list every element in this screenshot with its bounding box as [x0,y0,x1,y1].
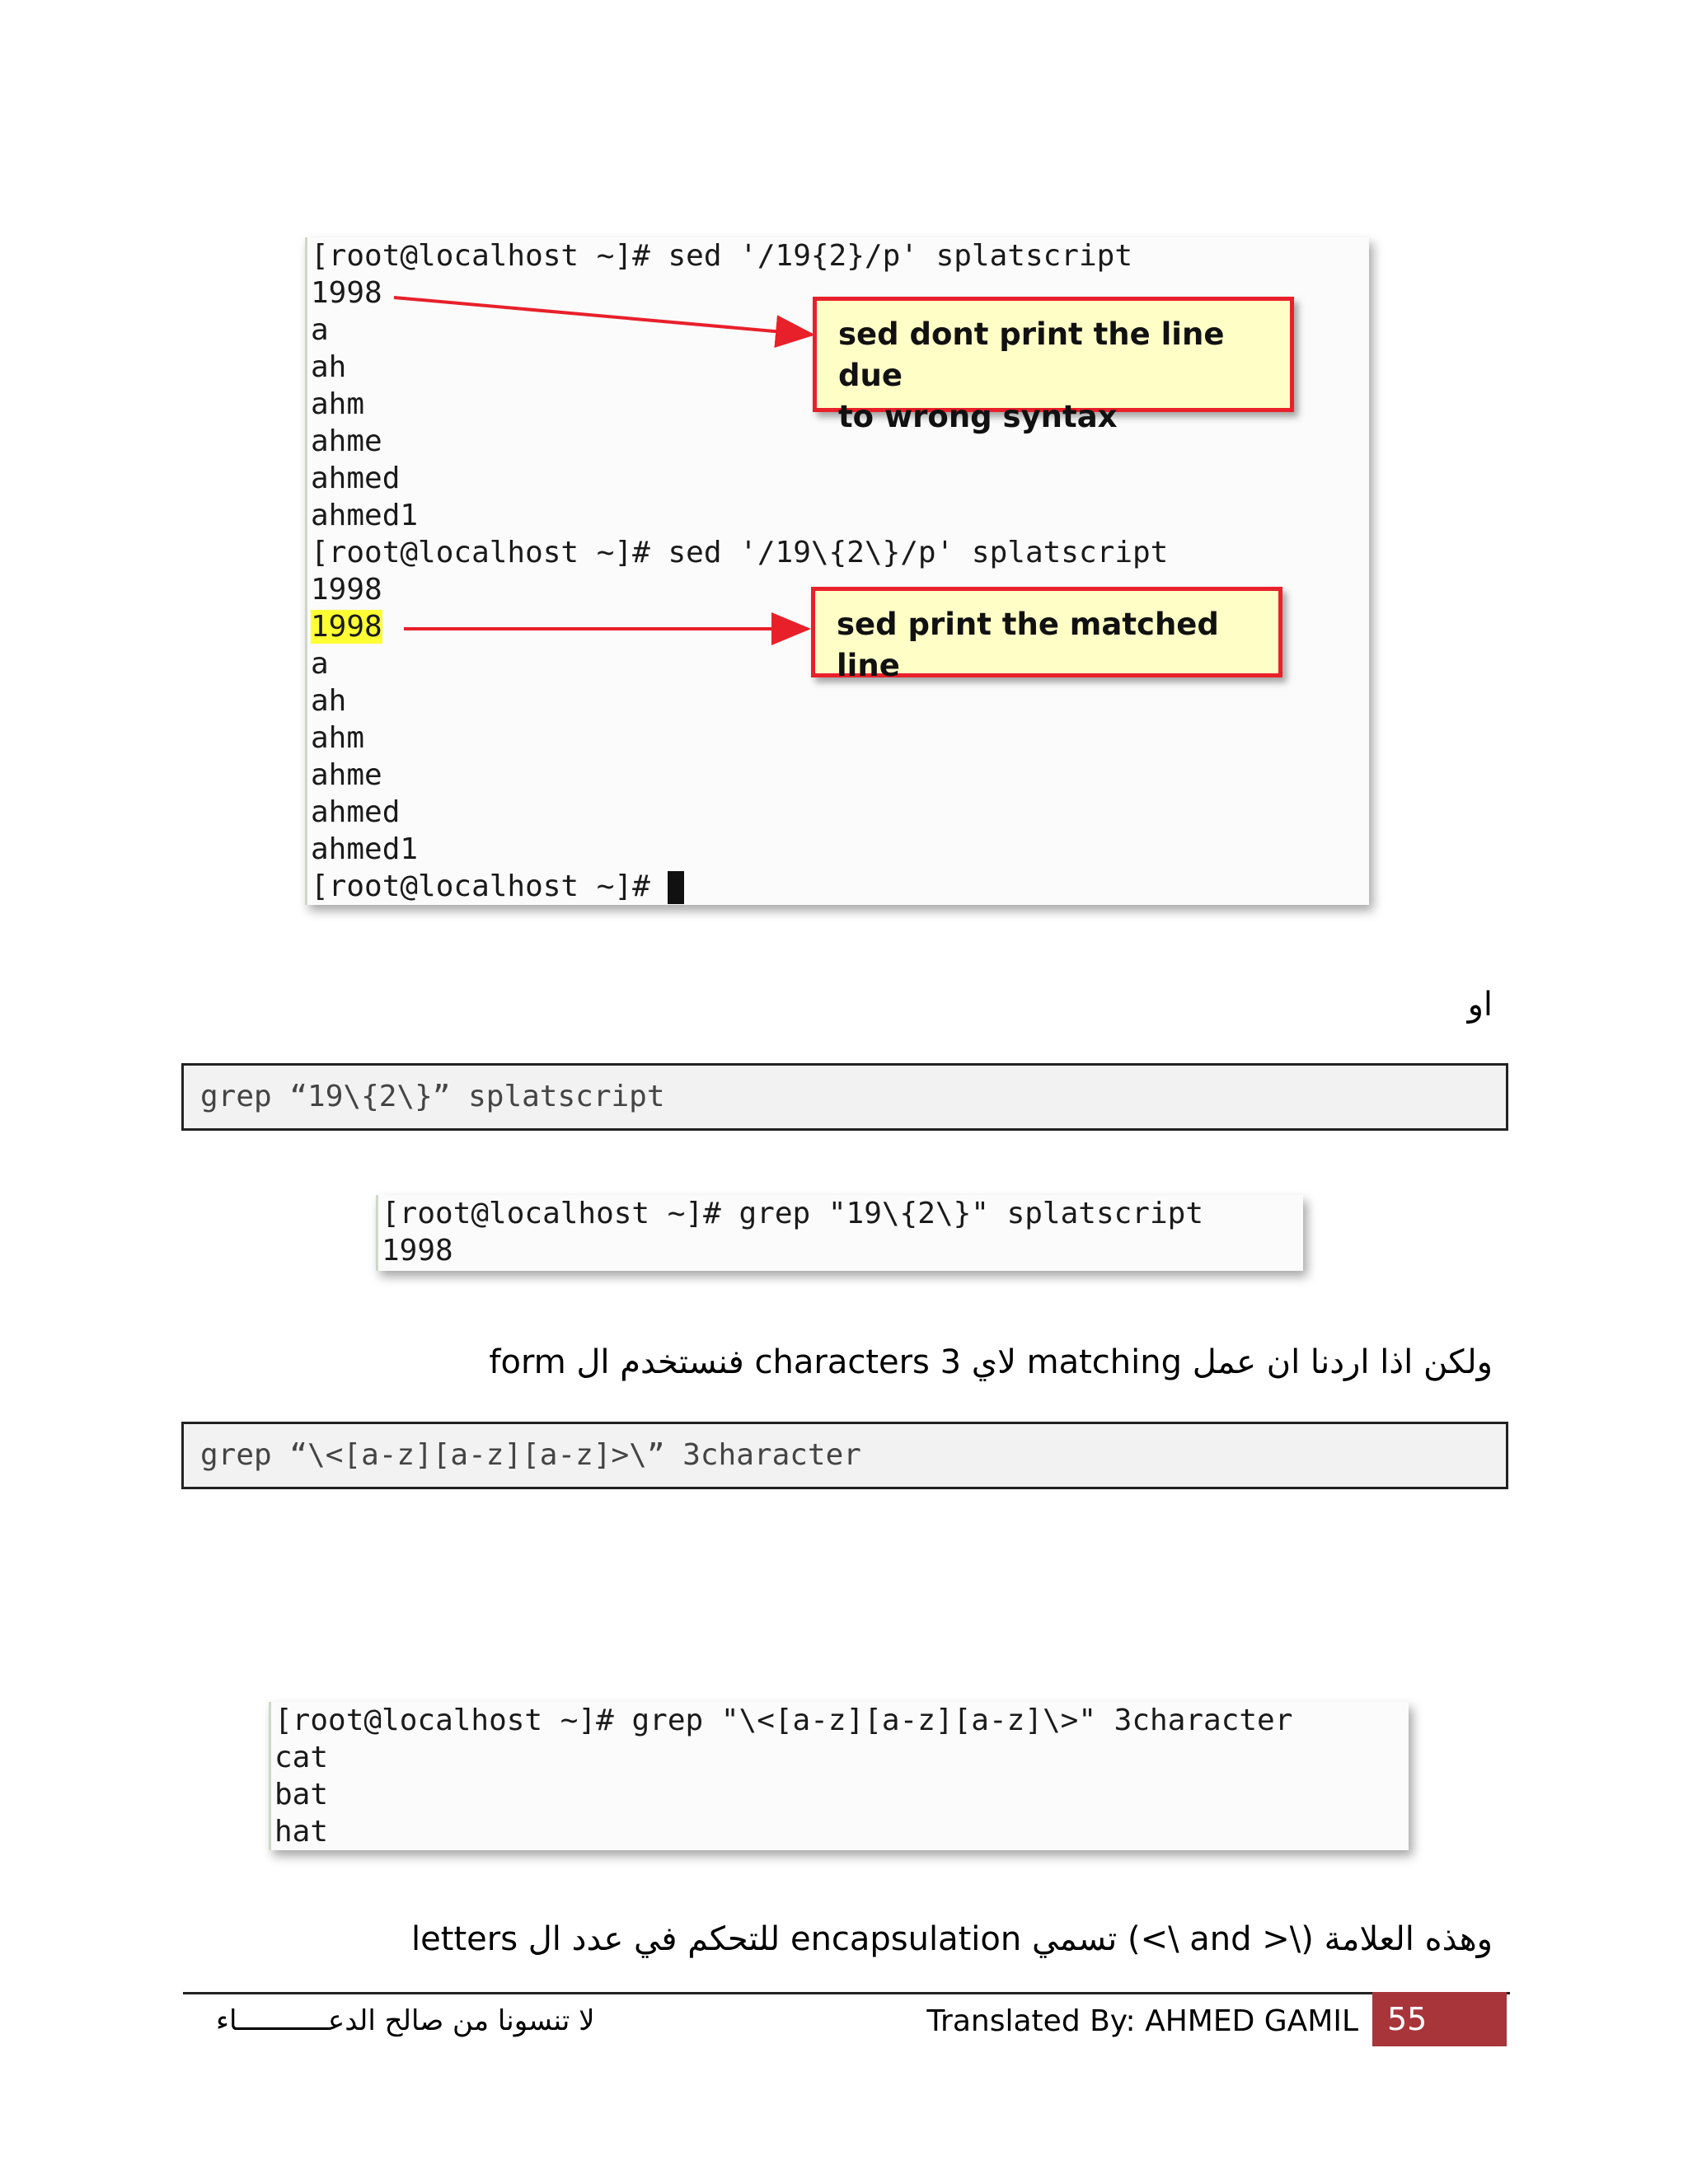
page-number-badge: 55 [1372,1992,1507,2046]
terminal-line: 1998 [311,276,382,310]
terminal-screenshot-grep-19 [376,1195,1303,1271]
terminal-line: ahmed1 [311,832,419,866]
terminal-line: ahmed [311,795,401,829]
terminal-line: cat [274,1741,329,1774]
terminal-line: [root@localhost ~]# grep "\<[a-z][a-z][a-z]\>" 3character [274,1704,1293,1737]
footer-credit: Translated By: AHMED GAMIL [926,2004,1358,2038]
terminal-line: ah [311,684,347,718]
terminal-line: a [311,313,329,347]
terminal-line: ahm [311,721,365,755]
code-block-grep-3char: grep “\<[a-z][a-z][a-z]>\” 3character [181,1422,1508,1489]
callout-wrong-syntax: sed dont print the line due to wrong syntax [813,297,1294,412]
terminal-line: bat [274,1778,329,1811]
terminal-line: ahmed1 [311,499,419,532]
terminal-line: [root@localhost ~]# sed '/19\{2\}/p' splatscript [311,536,1169,569]
terminal-line: ah [311,350,347,384]
terminal-line: ahmed [311,462,401,495]
terminal-line: 1998 [311,573,382,607]
terminal-screenshot-grep-3char [269,1702,1409,1850]
footer-dua-text: لا تنسونا من صالح الدعـــــــــــاء [216,2004,595,2037]
callout-matched-line: sed print the matched line [811,587,1282,677]
terminal-line: [root@localhost ~]# sed '/19{2}/p' splatscript [311,239,1132,273]
arrow-to-callout-1 [394,298,812,335]
or-label: او [1467,986,1493,1024]
terminal-line: ahm [311,387,365,421]
highlighted-match: 1998 [311,610,382,644]
paragraph-encapsulation: وهذه العلامة (\< and \>) تسمي encapsulation للتحكم في عدد ال letters [411,1920,1493,1958]
footer-divider [183,1992,1510,1994]
terminal-line: a [311,647,329,681]
terminal-line: [root@localhost ~]# grep "19\{2\}" splatscript [382,1197,1203,1230]
terminal-prompt: [root@localhost ~]# [307,868,1369,905]
code-block-grep-19: grep “19\{2\}” splatscript [181,1063,1508,1131]
terminal-line: 1998 [382,1234,453,1268]
terminal-line: ahme [311,424,382,458]
terminal-line: ahme [311,758,382,792]
terminal-line: hat [274,1815,329,1849]
paragraph-three-characters: ولكن اذا اردنا ان عمل matching لاي 3 characters فنستخدم ال form [489,1343,1493,1381]
